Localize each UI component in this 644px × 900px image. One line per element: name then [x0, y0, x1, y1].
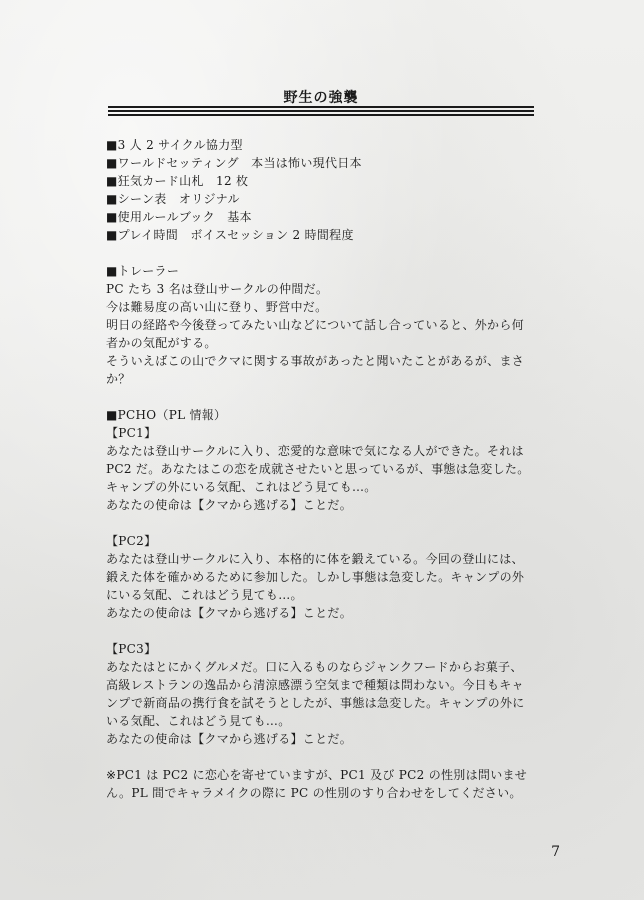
pc3-line: ンプで新商品の携行食を試そうとしたが、事態は急変した。キャンプの外に [106, 696, 525, 710]
section-gap [106, 244, 538, 262]
section-gap [106, 748, 538, 766]
trailer-line: PC たち 3 名は登山サークルの仲間だ。 [106, 282, 329, 296]
trailer-line: 明日の経路や今後登ってみたい山などについて話し合っていると、外から何 [106, 318, 524, 332]
scenario-body [106, 136, 538, 802]
pc1-line: キャンプの外にいる気配、これはどう見ても…。 [106, 480, 377, 494]
note-line: ※PC1 は PC2 に恋心を寄せていますが、PC1 及び PC2 の性別は問いませ [106, 768, 528, 782]
overview-section [106, 136, 538, 244]
trailer-line: そういえばこの山でクマに関する事故があったと聞いたことがあるが、まさ [106, 354, 525, 368]
trailer-line: 今は難易度の高い山に登り、野営中だ。 [106, 300, 328, 314]
pc2-line: あなたは登山サークルに入り、本格的に体を鍛えている。今回の登山には、 [106, 552, 524, 566]
title-rule-2 [108, 110, 534, 112]
pc3-label: 【PC3】 [106, 642, 157, 656]
pc2-line: にいる気配、これはどう見ても…。 [106, 588, 303, 602]
pc1-line: あなたは登山サークルに入り、恋愛的な意味で気になる人ができた。それは [106, 444, 524, 458]
overview-item-rulebook: ■使用ルールブック 基本 [106, 210, 252, 224]
section-gap [106, 622, 538, 640]
pc2-label: 【PC2】 [106, 534, 157, 548]
overview-item-world-setting: ■ワールドセッティング 本当は怖い現代日本 [106, 156, 362, 170]
trailer-heading: ■トレーラー [106, 264, 180, 278]
pc3-line: 高級レストランの逸品から清涼感漂う空気まで種類は問わない。今日もキャ [106, 678, 524, 692]
overview-item-scene-table: ■シーン表 オリジナル [106, 192, 240, 206]
pc2-mission: あなたの使命は【クマから逃げる】ことだ。 [106, 606, 353, 620]
title-rule-3 [108, 114, 534, 116]
pc1-mission: あなたの使命は【クマから逃げる】ことだ。 [106, 498, 353, 512]
pc3-line: いる気配、これはどう見ても…。 [106, 714, 291, 728]
pc2-handout [106, 532, 538, 622]
page-number: 7 [551, 844, 560, 860]
pcho-heading: ■PCHO（PL 情報） [106, 408, 227, 422]
section-gap [106, 514, 538, 532]
section-gap [106, 388, 538, 406]
pc1-handout [106, 424, 538, 514]
pcho-section [106, 406, 538, 748]
trailer-line: か？ [106, 372, 131, 386]
overview-item-madness-deck: ■狂気カード山札 12 枚 [106, 174, 249, 188]
pc1-line: PC2 だ。あなたはこの恋を成就させたいと思っているが、事態は急変した。 [106, 462, 530, 476]
pc3-mission: あなたの使命は【クマから逃げる】ことだ。 [106, 732, 353, 746]
note-line: ん。PL 間でキャラメイクの際に PC の性別のすり合わせをしてください。 [106, 786, 522, 800]
pc2-line: 鍛えた体を確かめるために参加した。しかし事態は急変した。キャンプの外 [106, 570, 525, 584]
pc3-handout [106, 640, 538, 748]
title-underline [108, 106, 534, 118]
pc1-label: 【PC1】 [106, 426, 157, 440]
scenario-title: 野生の強襲 [283, 90, 359, 106]
overview-item-player-count: ■3 人 2 サイクル協力型 [106, 138, 243, 152]
title-rule-1 [108, 106, 534, 108]
note-section [106, 766, 538, 802]
overview-item-play-time: ■プレイ時間 ボイスセッション 2 時間程度 [106, 228, 354, 242]
trailer-section [106, 262, 538, 388]
pc3-line: あなたはとにかくグルメだ。口に入るものならジャンクフードからお菓子、 [106, 660, 523, 674]
trailer-line: 者かの気配がする。 [106, 336, 217, 350]
